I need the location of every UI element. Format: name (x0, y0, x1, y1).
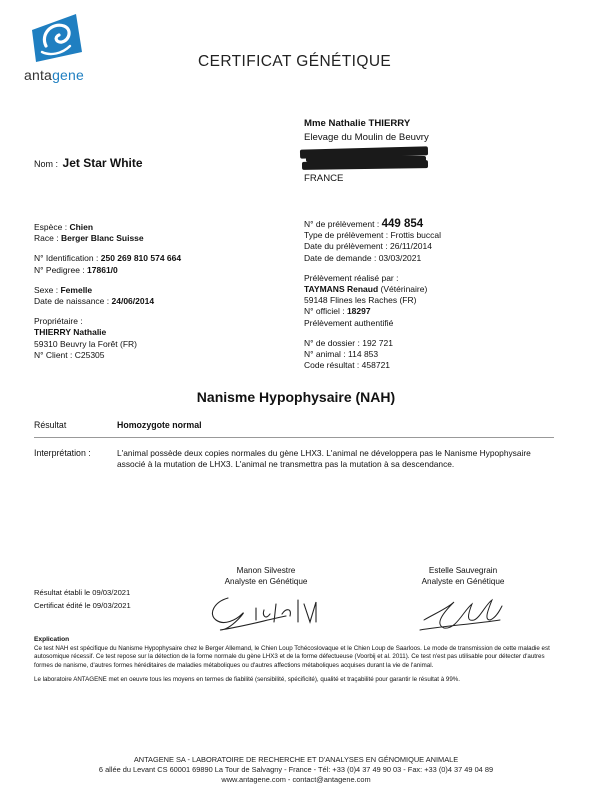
request-date-label: Date de demande : (304, 252, 377, 263)
code-value: 458721 (361, 360, 391, 371)
antagene-logo-icon (26, 12, 84, 64)
result-divider (34, 437, 554, 438)
sample-type-value: Frottis buccal (390, 230, 442, 241)
footer-line1: ANTAGENE SA - LABORATOIRE DE RECHERCHE ET D'ANALYSES EN GÉNOMIQUE ANIMALE (133, 755, 459, 764)
logo-text-accent: gene (52, 67, 85, 83)
file-value: 192 721 (362, 337, 393, 348)
addressee-country: FRANCE (304, 173, 344, 184)
footer (0, 755, 592, 786)
animal-name-row (34, 156, 143, 170)
result-label: Résultat (34, 420, 67, 430)
addressee-line1: Elevage du Moulin de Beuvry (304, 131, 429, 143)
document-title: CERTIFICAT GÉNÉTIQUE (198, 53, 392, 70)
sex-value: Femelle (60, 284, 93, 295)
test-title: Nanisme Hypophysaire (NAH) (196, 389, 396, 405)
result-established-date: Résultat établi le 09/03/2021 (34, 588, 131, 597)
result-value: Homozygote normal (117, 420, 202, 430)
authentic-note: Prélèvement authentifié (304, 317, 394, 328)
signatory-2-name: Estelle Sauvegrain (428, 566, 498, 575)
sample-date-value: 26/11/2014 (390, 241, 432, 252)
owner-label: Propriétaire : (34, 316, 83, 327)
sample-date-label: Date du prélèvement : (304, 241, 388, 252)
footer-line2: 6 allée du Levant CS 60001 69890 La Tour de Salvagny - France - Tél: +33 (0)4 37 49 90 03 - Fax: +33 (0)4 37 49 04 89 (98, 765, 494, 775)
birth-label: Date de naissance : (34, 296, 110, 307)
id-label: N° Identification : (34, 253, 99, 264)
pedigree-value: 17861/0 (87, 264, 118, 275)
species-label: Espèce : (34, 222, 68, 232)
birth-value: 24/06/2014 (111, 296, 155, 307)
signature-block-2 (393, 566, 533, 587)
sample-info (304, 219, 544, 371)
logo-text-prefix: anta (24, 67, 53, 83)
addressee-name: Mme Nathalie THIERRY (304, 118, 411, 129)
client-value: C25305 (74, 349, 105, 360)
sex-label: Sexe : (34, 284, 59, 295)
handwritten-signature-2 (414, 590, 506, 634)
owner-name: THIERRY Nathalie (34, 327, 107, 338)
certificate-edited-date: Certificat édité le 09/03/2021 (34, 601, 131, 610)
sample-done-by-label: Prélèvement réalisé par : (304, 272, 399, 283)
animal-name-value: Jet Star White (62, 156, 143, 170)
animal-no-label: N° animal : (304, 349, 346, 360)
sample-number-value: 449 854 (381, 218, 424, 230)
pedigree-label: N° Pedigree : (34, 264, 85, 275)
explanation-block (34, 636, 558, 685)
quality-statement: Le laboratoire ANTAGENE met en oeuvre tous les moyens en termes de fiabilité (sensibilité, spécificité), qualité et traçabilité pour garantir le résultat à 99%. (34, 676, 460, 684)
official-value: 18297 (346, 306, 371, 317)
animal-no-value: 114 853 (348, 349, 379, 360)
handwritten-signature-1 (206, 590, 326, 634)
owner-city: 59310 Beuvry la Forêt (FR) (34, 338, 137, 349)
breed-label: Race : (34, 233, 59, 244)
addressee-block (304, 117, 429, 186)
breed-value: Berger Blanc Suisse (60, 233, 144, 244)
dates-block (34, 586, 131, 612)
sample-number-label: N° de prélèvement : (304, 219, 380, 229)
animal-info (34, 222, 274, 361)
interpretation-text: L'animal possède deux copies normales du gène LHX3. L'animal ne développera pas le Nanisme Hypophysaire associé à la mutation de LHX3. L'animal ne transmettra pas la mutation à sa descendance. (117, 448, 531, 469)
official-label: N° officiel : (304, 306, 345, 317)
file-label: N° de dossier : (304, 337, 360, 348)
species-value: Chien (69, 222, 94, 232)
request-date-value: 03/03/2021 (378, 252, 422, 263)
animal-name-label: Nom : (34, 159, 59, 169)
signatory-1-role: Analyste en Génétique (224, 576, 308, 586)
vet-name: TAYMANS Renaud (304, 284, 379, 295)
vet-city: 59148 Flines les Raches (FR) (304, 295, 417, 306)
explanation-text: Ce test NAH est spécifique du Nanisme Hypophysaire chez le Berger Allemand, le Chien Loup Tchécoslovaque et le Chien Loup de Saarloos. Le mode de transmission de cette maladie est autosomique récessif. Ce test repose sur la détection de la forme normale du gène LHX3 et de la forme défectueuse (Voorbij et al. 2011). Ce test n'est pas utilisable pour détecter d'autres formes de nanisme, d'autres formes héréditaires de maladies métaboliques ou d'autres affections métaboliques acquises durant la vie de l'animal. (34, 644, 550, 669)
explanation-heading: Explication (34, 636, 70, 643)
footer-line3: www.antagene.com - contact@antagene.com (221, 775, 371, 785)
signatory-1-name: Manon Silvestre (236, 566, 296, 575)
client-label: N° Client : (34, 349, 73, 360)
sample-type-label: Type de prélèvement : (304, 230, 389, 241)
code-label: Code résultat : (304, 360, 360, 371)
signature-block-1 (196, 566, 336, 587)
interpretation-label: Interprétation : (34, 448, 91, 458)
redacted-address (304, 145, 429, 171)
vet-role: (Vétérinaire) (380, 284, 428, 295)
id-value: 250 269 810 574 664 (100, 253, 182, 264)
signatory-2-role: Analyste en Génétique (421, 576, 505, 586)
logo-wordmark (24, 67, 84, 83)
